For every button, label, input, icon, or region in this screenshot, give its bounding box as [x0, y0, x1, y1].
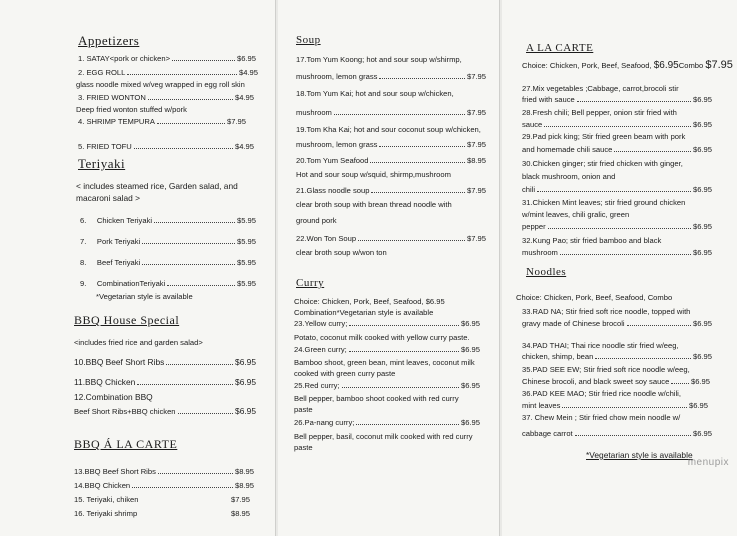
item-line: 17.Tom Yum Koong; hot and sour soup w/shirmp, — [296, 55, 462, 64]
item-line: 30.Chicken ginger; stir fried chicken with ginger, — [522, 159, 683, 168]
menu-panel-right — [502, 0, 737, 536]
menu-item: 4. SHRIMP TEMPURA $7.95 — [78, 117, 246, 126]
menu-item: fried with sauce $6.95 — [522, 95, 712, 104]
item-description: Potato, coconut milk cooked with yellow curry paste. — [294, 333, 470, 342]
item-description: clear broth soup w/won ton — [296, 248, 387, 257]
noodles-choice: Choice: Chicken, Pork, Beef, Seafood, Combo — [516, 293, 673, 302]
alacarte-heading: A LA CARTE — [526, 42, 594, 54]
menu-item: 21.Glass noodle soup $7.95 — [296, 186, 486, 195]
appetizers-heading: Appetizers — [78, 33, 140, 48]
menu-item: 3. FRIED WONTON $4.95 — [78, 93, 254, 102]
menu-item: mint leaves $6.95 — [522, 401, 708, 410]
bbq-note: <includes fried rice and garden salad> — [74, 338, 203, 347]
item-line: 31.Chicken Mint leaves; stir fried ground chicken — [522, 198, 686, 207]
menu-item: and homemade chili sauce $6.95 — [522, 145, 712, 154]
curry-combination: Combination*Vegetarian style is available — [294, 308, 434, 317]
menu-item: mushroom $7.95 — [296, 108, 486, 117]
item-line: 18.Tom Yum Kai; hot and sour soup w/chicken, — [296, 89, 454, 98]
menu-item: 6. Chicken Teriyaki $5.95 — [80, 216, 256, 225]
item-description: Deep fried wonton stuffed w/pork — [76, 105, 187, 114]
menu-item: 16. Teriyaki shrimp $8.95 — [74, 509, 250, 518]
item-line: 28.Fresh chili; Bell pepper, onion stir fried with — [522, 108, 677, 117]
item-description: Hot and sour soup w/squid, shirmp,mushroom — [296, 170, 451, 179]
item-line: 27.Mix vegetables ;Cabbage, carrot,brocoli stir — [522, 84, 679, 93]
item-line: 35.PAD SEE EW; Stir fried soft rice noodle w/eeg, — [522, 365, 690, 374]
menu-item: mushroom $6.95 — [522, 248, 712, 257]
menu-item: 15. Teriyaki, chiken $7.95 — [74, 495, 250, 504]
menu-panel-left — [0, 0, 276, 536]
menu-item: mushroom, lemon grass $7.95 — [296, 72, 486, 81]
teriyaki-note: < includes steamed rice, Garden salad, and macaroni salad > — [76, 181, 238, 203]
menu-item: Beef Short Ribs+BBQ chicken $6.95 — [74, 406, 256, 416]
item-line: 32.Kung Pao; stir fried bamboo and black — [522, 236, 662, 245]
menu-item: 11.BBQ Chicken $6.95 — [74, 377, 256, 387]
item-description: Bell pepper, basil, coconut milk cooked with red curry — [294, 432, 473, 441]
menu-item: 2. EGG ROLL $4.95 — [78, 68, 258, 77]
item-line: 37. Chew Mein ; Stir fried chow mein noodle w/ — [522, 413, 681, 422]
item-line: 19.Tom Kha Kai; hot and sour coconut soup w/chicken, — [296, 125, 481, 134]
menu-item: 9. CombinationTeriyaki $5.95 — [80, 279, 256, 288]
menu-item: 26.Pa-nang curry; $6.95 — [294, 418, 480, 427]
menu-item: 20.Tom Yum Seafood $8.95 — [296, 156, 486, 165]
noodles-heading: Noodles — [526, 266, 567, 278]
item-description: ground pork — [296, 216, 337, 225]
item-line: 34.PAD THAI; Thai rice noodle stir fried w/eeg, — [522, 341, 679, 350]
teriyaki-heading: Teriyaki — [78, 156, 126, 171]
menu-item: cabbage carrot $6.95 — [522, 429, 712, 438]
item-line: 33.RAD NA; Stir fried soft rice noodle, topped with — [522, 307, 691, 316]
menu-item: 13.BBQ Beef Short Ribs $8.95 — [74, 467, 254, 476]
item-description: Bamboo shoot, green bean, mint leaves, coconut milk — [294, 358, 475, 367]
menu-item: chicken, shimp, bean $6.95 — [522, 352, 712, 361]
menu-item: sauce $6.95 — [522, 120, 712, 129]
bbq-alacarte-heading: BBQ Á LA CARTE — [74, 437, 178, 451]
item-description: paste — [294, 443, 313, 452]
curry-heading: Curry — [296, 277, 325, 289]
vegetarian-note: *Vegetarian style is available — [96, 292, 193, 301]
menu-item: 24.Green curry; $6.95 — [294, 345, 480, 354]
item-line: black mushroom, onion and — [522, 172, 616, 181]
item-description: Bell pepper, bamboo shoot cooked with red curry — [294, 394, 459, 403]
item-description: cooked with green curry paste — [294, 369, 396, 378]
item-description: clear broth soup with brean thread noodle with — [296, 200, 452, 209]
menu-item-name: 12.Combination BBQ — [74, 392, 153, 402]
menu-item: chili $6.95 — [522, 185, 712, 194]
menu-item: mushroom, lemon grass $7.95 — [296, 140, 486, 149]
menu-item: pepper $6.95 — [522, 222, 712, 231]
watermark: menupix — [687, 457, 729, 468]
menu-item: 10.BBQ Beef Short Ribs $6.95 — [74, 357, 256, 367]
menu-item: 14.BBQ Chicken $8.95 — [74, 481, 254, 490]
menu-item: 23.Yellow curry; $6.95 — [294, 319, 480, 328]
menu-item: 7. Pork Teriyaki $5.95 — [80, 237, 256, 246]
item-description: glass noodle mixed w/veg wrapped in egg roll skin — [76, 80, 245, 89]
menu-item: 5. FRIED TOFU $4.95 — [78, 142, 254, 151]
menu-item: 25.Red curry; $6.95 — [294, 381, 480, 390]
item-line: 29.Pad pick king; Stir fried green beam with pork — [522, 132, 686, 141]
menu-item: Chinese brocoli, and black sweet soy sauce $6.95 — [522, 377, 710, 386]
item-line: w/mint leaves, chili gralic, green — [522, 210, 630, 219]
soup-heading: Soup — [296, 34, 321, 46]
menu-item: 1. SATAY<pork or chicken> $6.95 — [78, 54, 256, 63]
alacarte-choice: Choice: Chicken, Pork, Beef, Seafood, $6.95Combo $7.95 — [522, 59, 733, 71]
bbq-heading: BBQ House Special — [74, 313, 180, 327]
item-line: 36.PAD KEE MAO; Stir fried rice noodle w/chili, — [522, 389, 681, 398]
vegetarian-note: *Vegetarian style is available — [586, 450, 693, 460]
menu-item: gravy made of Chinese brocoli $6.95 — [522, 319, 712, 328]
menu-panel-middle — [278, 0, 500, 536]
menu-item: 8. Beef Teriyaki $5.95 — [80, 258, 256, 267]
curry-choice: Choice: Chicken, Pork, Beef, Seafood, $6.95 — [294, 297, 445, 306]
item-description: paste — [294, 405, 313, 414]
menu-item: 22.Won Ton Soup $7.95 — [296, 234, 486, 243]
